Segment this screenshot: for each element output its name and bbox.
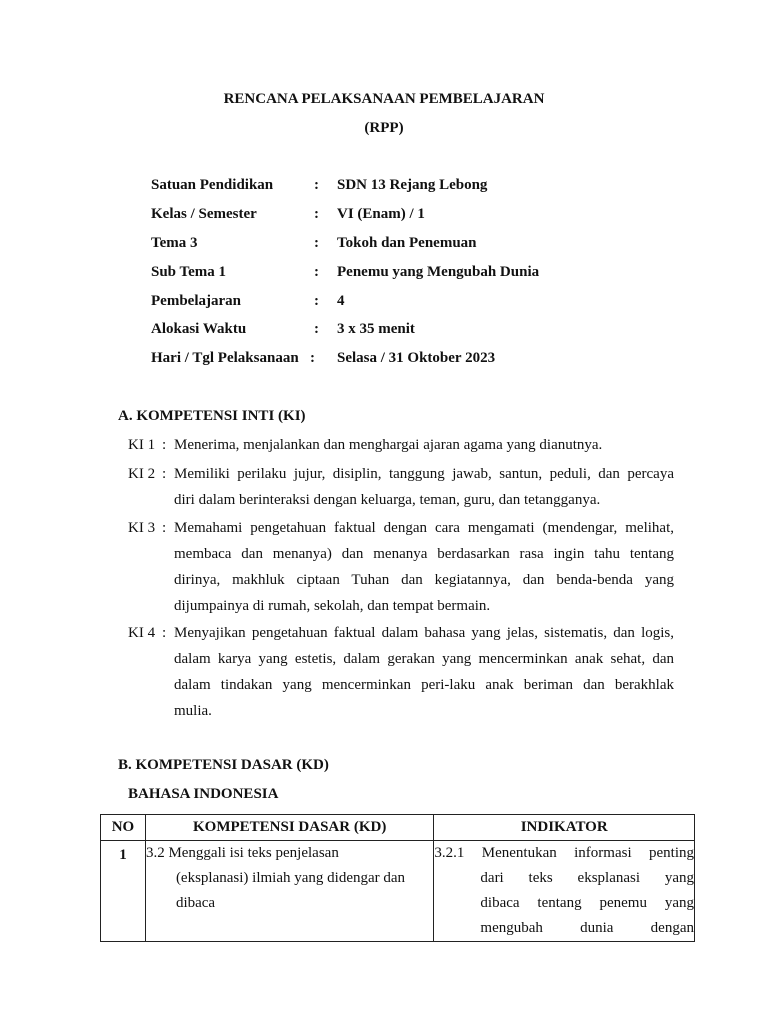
identity-label: Sub Tema 1 [151,264,227,280]
ki-colon: : [162,520,167,536]
identity-value: 4 [337,293,345,309]
row-number: 1 [101,841,146,942]
ki-line: membaca dan menanya) dan menanya berdasarkan rasa ingin tahu tentang [174,546,674,562]
section-b-heading: B. KOMPETENSI DASAR (KD) [118,757,329,773]
kd-cell [145,841,433,942]
indikator-line: dibaca tentang penemu yang [480,895,694,911]
identity-colon: : [310,350,315,366]
ki-label: KI 2 [128,466,156,482]
indikator-cell [434,841,695,942]
ki-label: KI 1 [128,437,156,453]
document-title: RENCANA PELAKSANAAN PEMBELAJARAN [223,91,545,107]
ki-line: dalam karya yang estetis, dalam gerakan yang mencerminkan anak sehat, dan [174,651,674,667]
identity-value: VI (Enam) / 1 [337,206,425,222]
ki-line: Menerima, menjalankan dan menghargai ajaran agama yang dianutnya. [174,437,603,453]
identity-value: Tokoh dan Penemuan [337,235,477,251]
kd-line: 3.2 Menggali isi teks penjelasan [145,845,339,861]
ki-line: Memahami pengetahuan faktual dengan cara mengamati (mendengar, melihat, [174,520,674,536]
identity-colon: : [314,293,319,309]
ki-text [174,432,674,458]
subject-heading: BAHASA INDONESIA [128,786,279,802]
ki-text [174,461,674,513]
ki-text [174,620,674,724]
indikator-line: dari teks eksplanasi yang [480,870,694,886]
identity-colon: : [314,206,319,222]
ki-line: dalam tindakan yang mencerminkan peri-laku anak beriman dan berakhlak [174,677,674,693]
ki-line: dijumpainya di rumah, sekolah, dan tempat bermain. [174,598,491,614]
kd-line: (eksplanasi) ilmiah yang didengar dan [175,870,406,886]
identity-value: Selasa / 31 Oktober 2023 [337,350,496,366]
identity-colon: : [314,321,319,337]
table-row [101,841,695,942]
header-no: NO [101,815,146,841]
ki-text [174,515,674,619]
ki-colon: : [162,466,167,482]
indikator-line: 3.2.1 Menentukan informasi penting [434,845,694,861]
ki-line: mulia. [174,703,212,719]
ki-line: dirinya, makhluk ciptaan Tuhan dan kegiatannya, dan benda-benda yang [174,572,674,588]
indikator-line: mengubah dunia dengan [480,920,694,936]
document-subtitle: (RPP) [364,120,404,136]
ki-line: Menyajikan pengetahuan faktual dalam bahasa yang jelas, sistematis, dan logis, [174,625,674,641]
ki-line: diri dalam berinteraksi dengan keluarga, teman, guru, dan tetangganya. [174,492,601,508]
identity-label: Tema 3 [151,235,198,251]
identity-value: Penemu yang Mengubah Dunia [337,264,540,280]
ki-label: KI 3 [128,520,156,536]
identity-colon: : [314,264,319,280]
identity-label: Pembelajaran [151,293,241,309]
ki-colon: : [162,625,167,641]
identity-label: Kelas / Semester [151,206,257,222]
section-a-heading: A. KOMPETENSI INTI (KI) [118,408,306,424]
identity-colon: : [314,177,319,193]
kd-table [100,814,695,942]
ki-label: KI 4 [128,625,156,641]
ki-line: Memiliki perilaku jujur, disiplin, tanggung jawab, santun, peduli, dan percaya [174,466,674,482]
header-indikator: INDIKATOR [434,815,695,841]
identity-value: 3 x 35 menit [337,321,415,337]
kd-line: dibaca [175,895,216,911]
identity-label: Hari / Tgl Pelaksanaan [151,350,299,366]
ki-colon: : [162,437,167,453]
identity-label: Satuan Pendidikan [151,177,274,193]
identity-colon: : [314,235,319,251]
table-header-row [101,815,695,841]
header-kd: KOMPETENSI DASAR (KD) [145,815,433,841]
identity-label: Alokasi Waktu [151,321,247,337]
identity-value: SDN 13 Rejang Lebong [337,177,488,193]
